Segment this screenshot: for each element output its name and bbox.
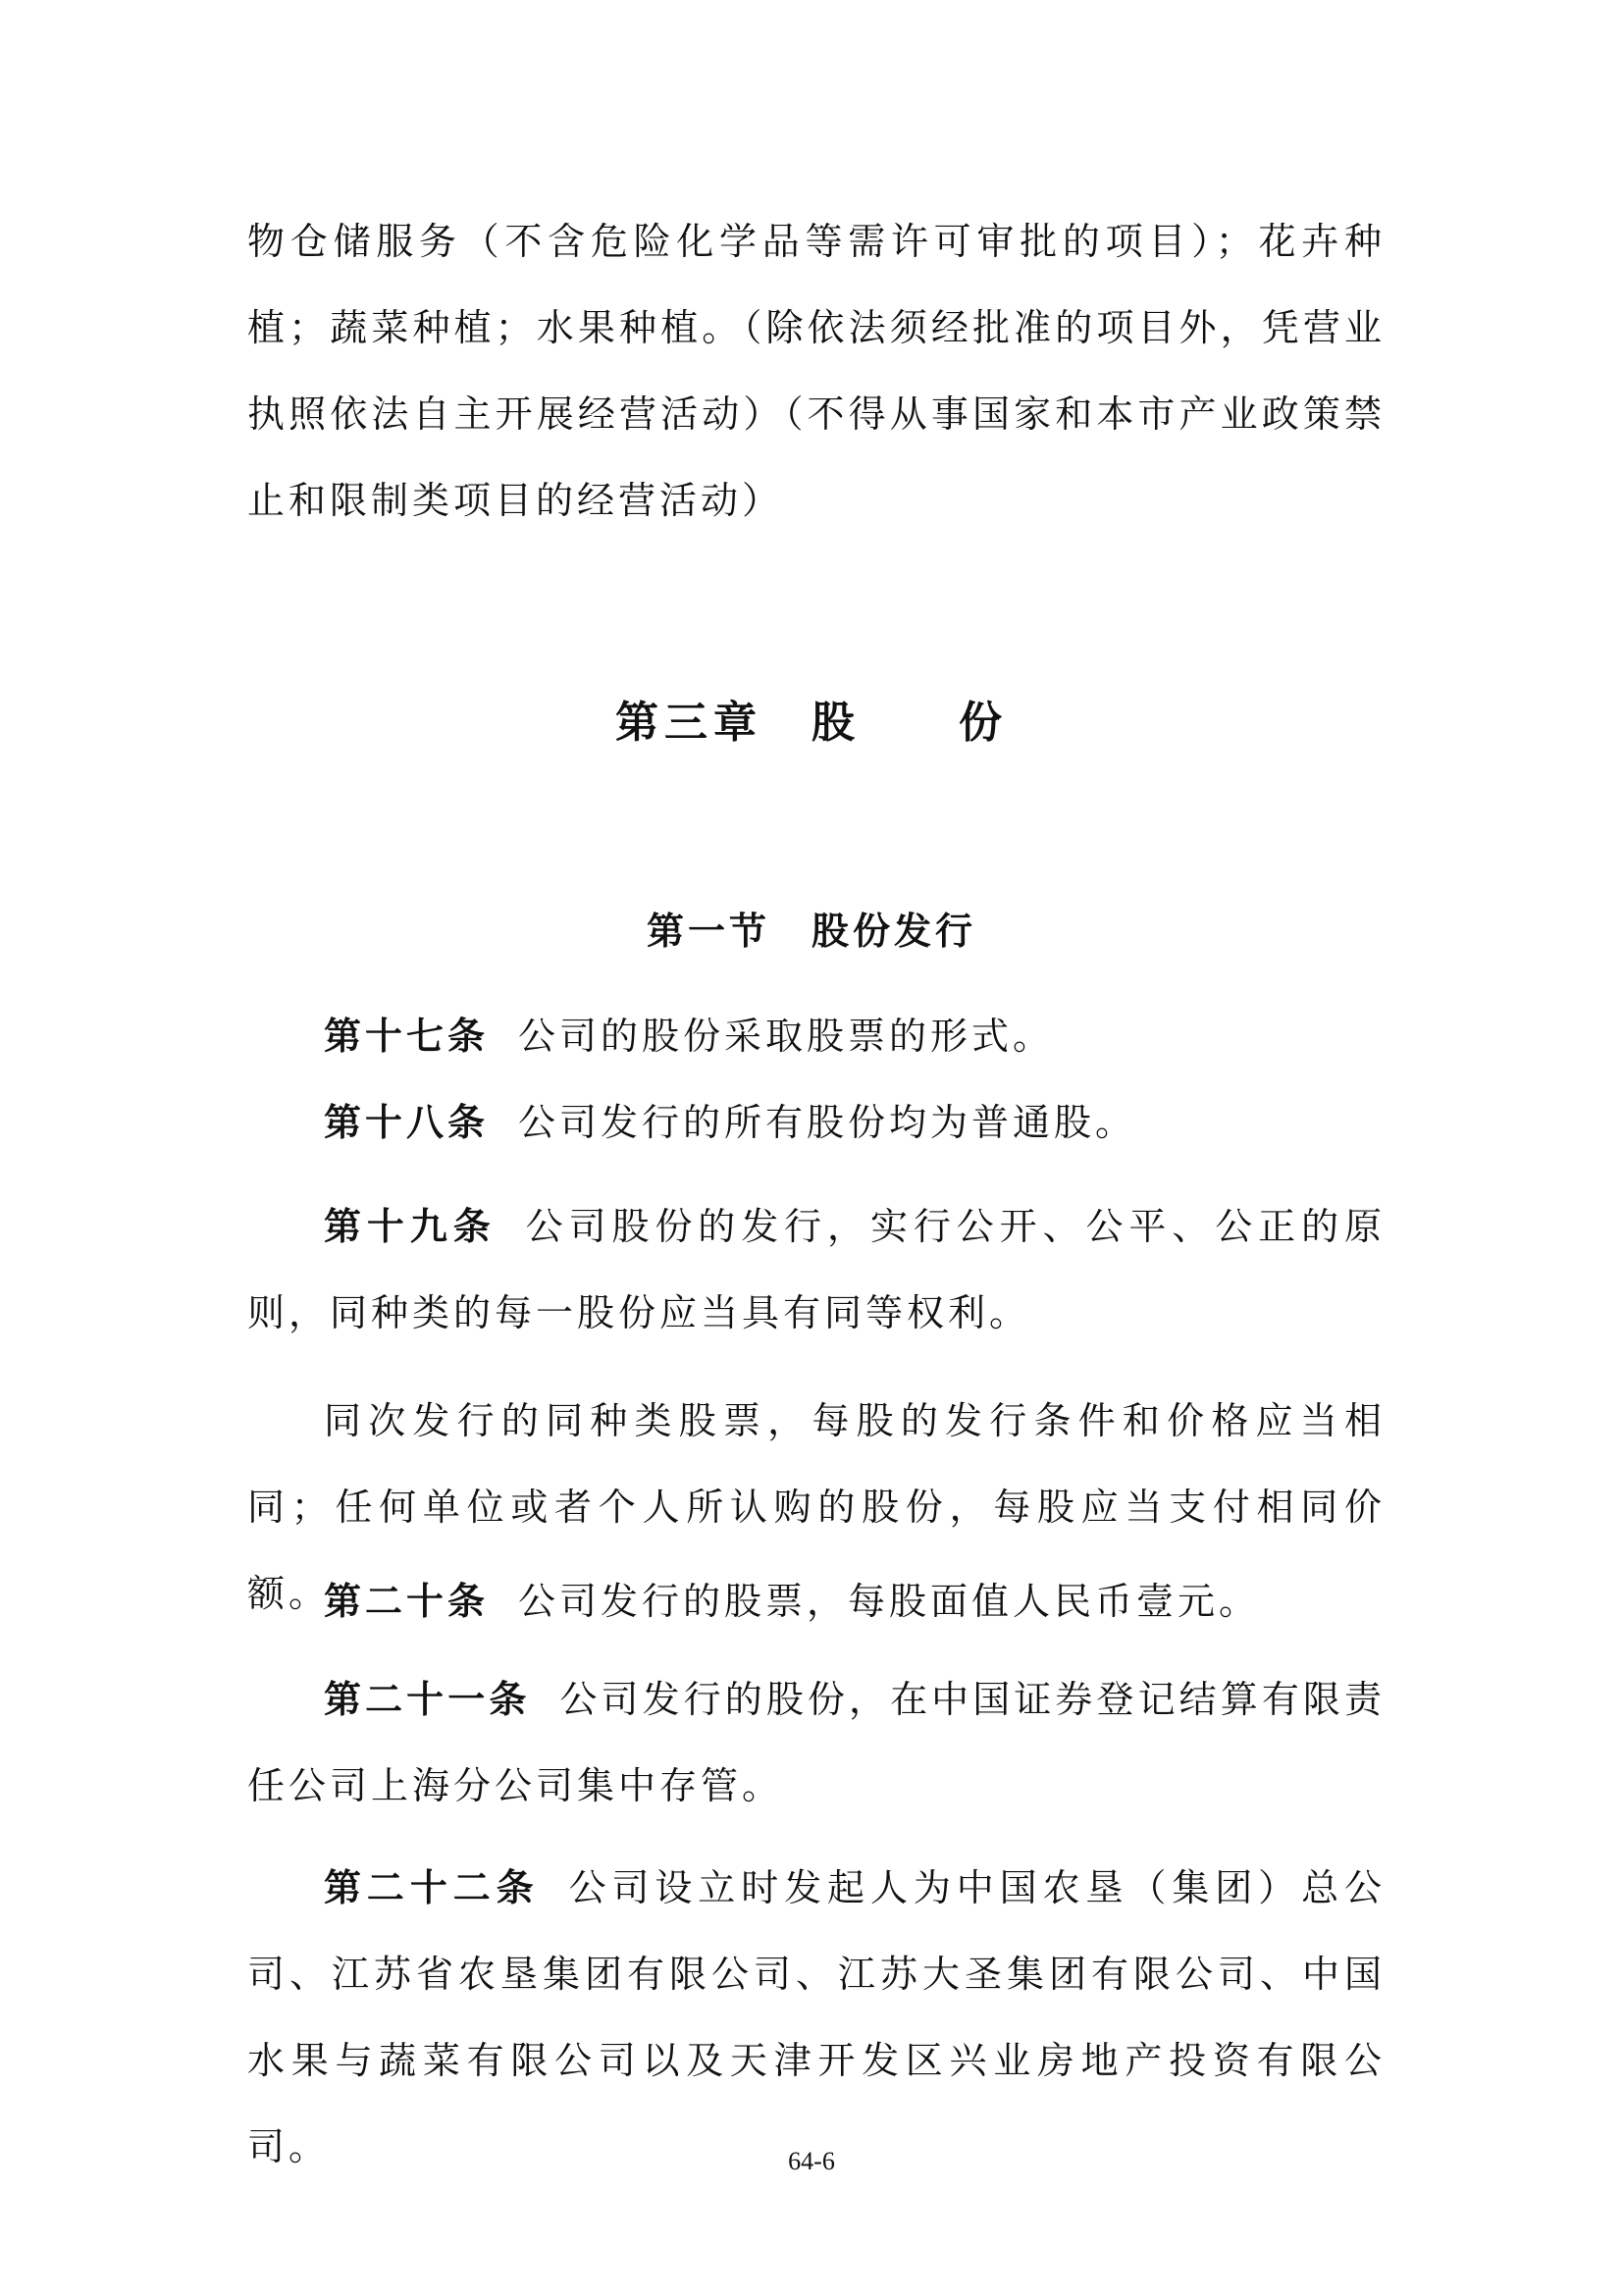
section-title: 第一节 股份发行 — [646, 910, 976, 953]
article-21 — [247, 1656, 1386, 1829]
article-text: 公司发行的股份，在中国证券登记结算有限责任公司上海分公司集中存管。 — [247, 1678, 1386, 1807]
continuation-text: 物仓储服务（不含危险化学品等需许可审批的项目）；花卉种植；蔬菜种植；水果种植。（除依法须经批准的项目外，凭营业执照依法自主开展经营活动）（不得从事国家和本市产业政策禁止和限制类项目的经营活动） — [247, 220, 1386, 522]
chapter-title: 第三章 股 份 — [615, 698, 1008, 748]
article-18 — [247, 1079, 1386, 1166]
article-label: 第二十一条 — [324, 1678, 531, 1721]
article-text: 公司发行的所有股份均为普通股。 — [518, 1101, 1137, 1144]
article-text: 同次发行的同种类股票，每股的发行条件和价格应当相同；任何单位或者个人所认购的股份，每股应当支付相同价额。 — [247, 1399, 1386, 1615]
article-label: 第二十条 — [324, 1580, 490, 1623]
article-text: 公司股份的发行，实行公开、公平、公正的原则，同种类的每一股份应当具有同等权利。 — [247, 1205, 1386, 1334]
article-label: 第二十二条 — [324, 1866, 540, 1909]
article-17 — [247, 993, 1386, 1079]
article-label: 第十七条 — [324, 1015, 490, 1058]
page-number: 64-6 — [788, 2147, 835, 2175]
article-22 — [247, 1845, 1386, 2190]
article-label: 第十八条 — [324, 1101, 490, 1144]
article-20 — [247, 1558, 1386, 1644]
continuation-paragraph — [247, 198, 1386, 544]
article-text: 公司设立时发起人为中国农垦（集团）总公司、江苏省农垦集团有限公司、江苏大圣集团有限公司、中国水果与蔬菜有限公司以及天津开发区兴业房地产投资有限公司。 — [247, 1866, 1386, 2168]
article-label: 第十九条 — [324, 1205, 497, 1248]
article-text: 公司的股份采取股票的形式。 — [518, 1015, 1055, 1058]
article-text: 公司发行的股票，每股面值人民币壹元。 — [518, 1580, 1261, 1623]
article-19 — [247, 1183, 1386, 1356]
